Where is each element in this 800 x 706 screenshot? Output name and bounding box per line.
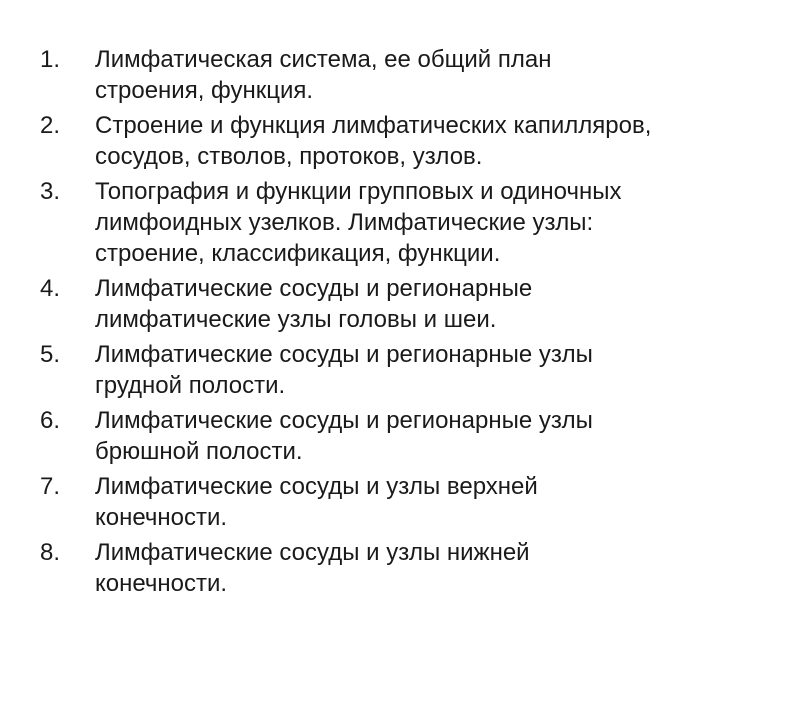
- item-number: 6.: [40, 407, 61, 434]
- topic-list: [40, 44, 780, 603]
- list-item: [40, 176, 780, 269]
- item-text: Лимфатические сосуды и регионарные лимфатические узлы головы и шеи.: [95, 275, 533, 333]
- item-number: 7.: [40, 473, 61, 500]
- item-text: Лимфатические сосуды и регионарные узлы грудной полости.: [95, 341, 593, 399]
- item-number: 8.: [40, 539, 61, 566]
- item-text: Лимфатические сосуды и регионарные узлы брюшной полости.: [95, 407, 593, 465]
- item-text: Строение и функция лимфатических капилляров, сосудов, стволов, протоков, узлов.: [95, 112, 652, 170]
- item-text: Лимфатические сосуды и узлы нижней конечности.: [95, 539, 530, 597]
- item-text: Топография и функции групповых и одиночных лимфоидных узелков. Лимфатические узлы: строение, классификация, функции.: [95, 178, 622, 267]
- list-item: [40, 471, 780, 533]
- item-number: 3.: [40, 178, 61, 205]
- list-item: [40, 405, 780, 467]
- item-number: 4.: [40, 275, 61, 302]
- item-text: Лимфатическая система, ее общий план строения, функция.: [95, 46, 552, 104]
- list-item: [40, 110, 780, 172]
- item-text: Лимфатические сосуды и узлы верхней конечности.: [95, 473, 538, 531]
- item-number: 5.: [40, 341, 61, 368]
- list-item: [40, 44, 780, 106]
- list-item: [40, 537, 780, 599]
- list-item: [40, 273, 780, 335]
- item-number: 2.: [40, 112, 61, 139]
- item-number: 1.: [40, 46, 61, 73]
- list-item: [40, 339, 780, 401]
